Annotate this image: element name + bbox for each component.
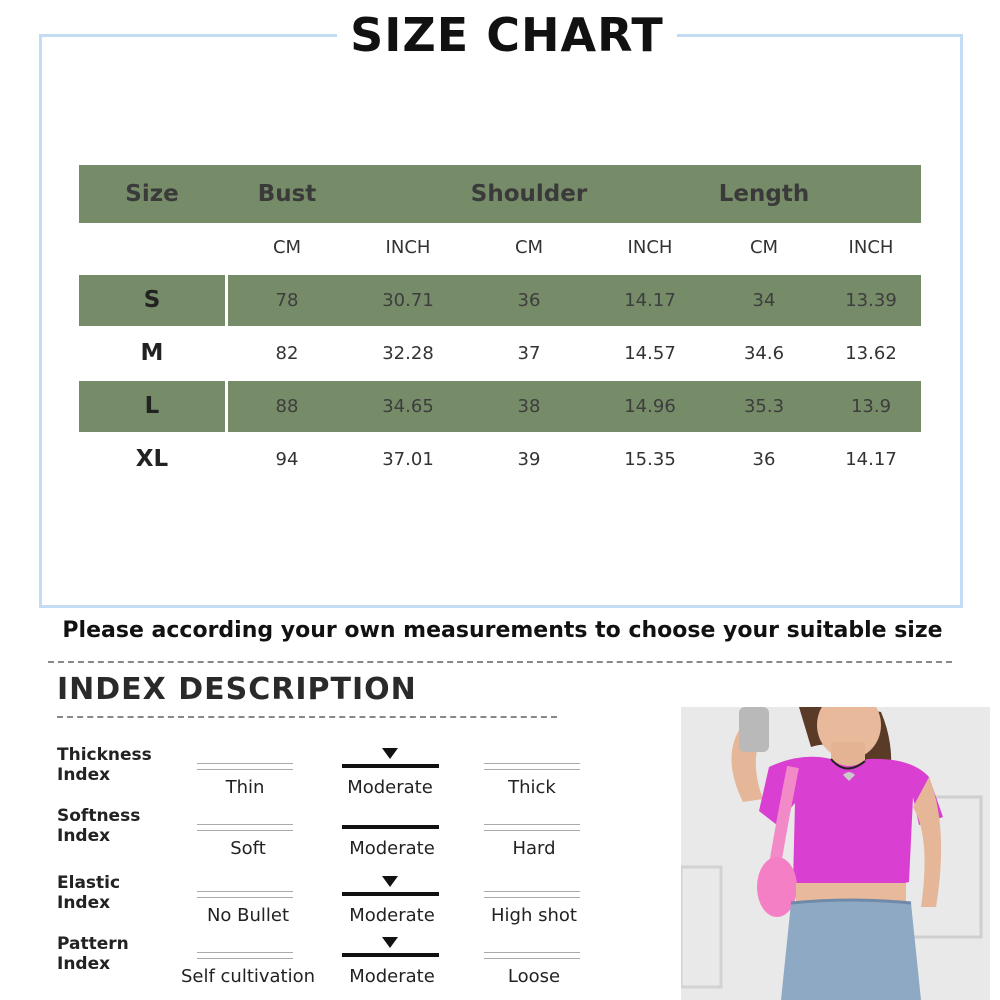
index-row-softness	[0, 806, 660, 866]
selected-marker-icon	[382, 876, 398, 887]
value-cell: 13.9	[850, 396, 892, 417]
value-cell: 34.6	[743, 343, 785, 364]
index-label: Elastic Index	[57, 873, 121, 913]
scale-bar	[484, 952, 580, 959]
value-cell: 34.65	[382, 396, 434, 417]
scale-bar-selected	[342, 953, 439, 957]
option-label: Moderate	[349, 838, 435, 859]
option-label: Thick	[508, 777, 556, 798]
product-photo	[681, 707, 990, 1000]
value-cell: 34	[752, 290, 776, 311]
size-cell: S	[143, 287, 161, 313]
scale-bar-selected	[342, 892, 439, 896]
value-cell: 13.62	[845, 343, 897, 364]
scale-bar	[484, 763, 580, 770]
table-row	[79, 381, 921, 432]
scale-bar	[197, 952, 293, 959]
index-label: Softness Index	[57, 806, 141, 846]
scale-bar	[197, 891, 293, 898]
index-label: Thickness Index	[57, 745, 152, 785]
value-cell: 38	[517, 396, 541, 417]
table-row	[79, 434, 921, 485]
index-row-pattern	[0, 934, 660, 994]
unit-label: CM	[272, 237, 302, 258]
value-cell: 32.28	[382, 343, 434, 364]
index-row-elastic	[0, 873, 660, 933]
unit-label: INCH	[848, 237, 894, 258]
option-label: High shot	[491, 905, 577, 926]
value-cell: 35.3	[743, 396, 785, 417]
option-label: Thin	[225, 777, 265, 798]
scale-bar-selected	[342, 764, 439, 768]
value-cell: 14.57	[624, 343, 676, 364]
unit-label: INCH	[385, 237, 431, 258]
option-label: No Bullet	[206, 905, 290, 926]
index-label: Pattern Index	[57, 934, 129, 974]
header-bust: Bust	[257, 181, 317, 207]
size-cell: M	[140, 340, 164, 366]
scale-bar-selected	[342, 825, 439, 829]
table-header	[79, 165, 921, 223]
header-size: Size	[125, 181, 179, 207]
index-row-thickness	[0, 745, 660, 805]
value-cell: 30.71	[382, 290, 434, 311]
value-cell: 37.01	[382, 449, 434, 470]
value-cell: 37	[517, 343, 541, 364]
value-cell: 13.39	[845, 290, 897, 311]
value-cell: 14.17	[624, 290, 676, 311]
selected-marker-icon	[382, 937, 398, 948]
value-cell: 15.35	[624, 449, 676, 470]
measurement-note: Please according your own measurements to choose your suitable size	[62, 618, 943, 643]
table-row	[79, 328, 921, 379]
option-label: Loose	[507, 966, 561, 987]
unit-label: CM	[749, 237, 779, 258]
unit-label: INCH	[627, 237, 673, 258]
header-shoulder: Shoulder	[470, 181, 588, 207]
value-cell: 88	[275, 396, 299, 417]
value-cell: 36	[517, 290, 541, 311]
divider	[57, 716, 557, 718]
page-title: SIZE CHART	[337, 6, 677, 64]
scale-bar	[484, 891, 580, 898]
size-cell: XL	[135, 446, 169, 472]
value-cell: 14.17	[845, 449, 897, 470]
selected-marker-icon	[382, 748, 398, 759]
scale-bar	[484, 824, 580, 831]
option-label: Moderate	[349, 966, 435, 987]
value-cell: 39	[517, 449, 541, 470]
size-cell: L	[144, 393, 160, 419]
divider	[48, 661, 952, 663]
option-label: Soft	[230, 838, 266, 859]
index-title: INDEX DESCRIPTION	[57, 672, 417, 707]
option-label: Self cultivation	[180, 966, 316, 987]
option-label: Hard	[512, 838, 556, 859]
value-cell: 94	[275, 449, 299, 470]
option-label: Moderate	[349, 905, 435, 926]
value-cell: 82	[275, 343, 299, 364]
value-cell: 14.96	[624, 396, 676, 417]
scale-bar	[197, 824, 293, 831]
unit-label: CM	[514, 237, 544, 258]
value-cell: 36	[752, 449, 776, 470]
header-length: Length	[718, 181, 810, 207]
value-cell: 78	[275, 290, 299, 311]
option-label: Moderate	[347, 777, 433, 798]
table-row	[79, 275, 921, 326]
scale-bar	[197, 763, 293, 770]
